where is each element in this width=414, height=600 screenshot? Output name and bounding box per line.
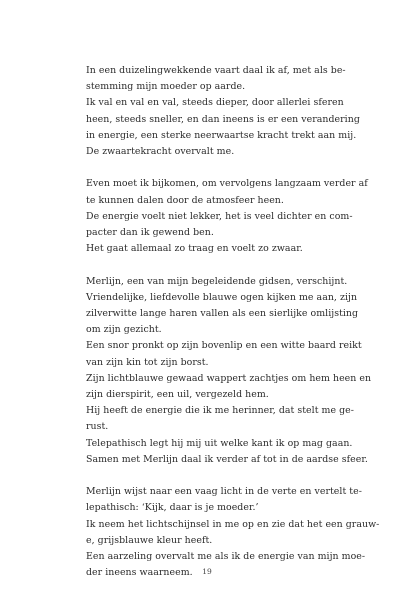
text-line: Ik val en val en val, steeds dieper, door allerlei sferen <box>86 97 344 109</box>
text-line: Vriendelijke, liefdevolle blauwe ogen kijken me aan, zijn <box>86 291 358 303</box>
body-text <box>86 63 380 598</box>
text-line: der ineens waarneem. <box>86 567 193 579</box>
text-line: Samen met Merlijn daal ik verder af tot in de aardse sfeer. <box>86 453 368 465</box>
text-line: Telepathisch legt hij mij uit welke kant ik op mag gaan. <box>86 437 353 449</box>
text-line: In een duizelingwekkende vaart daal ik af, met als be- <box>86 65 346 76</box>
text-line: Hij heeft de energie die ik me herinner, dat stelt me ge- <box>86 405 354 417</box>
text-line: van zijn kin tot zijn borst. <box>86 356 209 368</box>
text-line: Merlijn wijst naar een vaag licht in de verte en vertelt te- <box>86 486 362 498</box>
text-line: lepathisch: ‘Kijk, daar is je moeder.’ <box>86 502 259 514</box>
text-line: Een snor pronkt op zijn bovenlip en een witte baard reikt <box>86 340 362 352</box>
text-line: Merlijn, een van mijn begeleidende gidsen, verschijnt. <box>86 275 348 287</box>
text-line: Een aarzeling overvalt me als ik de energie van mijn moe- <box>86 551 366 563</box>
text-line: De energie voelt niet lekker, het is veel dichter en com- <box>86 210 353 222</box>
text-line: Zijn lichtblauwe gewaad wappert zachtjes om hem heen en <box>86 372 372 384</box>
paragraph-1 <box>86 63 360 160</box>
paragraph-3 <box>86 274 372 468</box>
text-line: om zijn gezicht. <box>86 324 162 336</box>
text-line: zilverwitte lange haren vallen als een sierlijke omlijsting <box>86 308 359 320</box>
text-line: Het gaat allemaal zo traag en voelt zo zwaar. <box>86 243 303 255</box>
text-line: heen, steeds sneller, en dan ineens is er een verandering <box>86 113 360 125</box>
text-line: te kunnen dalen door de atmosfeer heen. <box>86 194 284 206</box>
text-line: Even moet ik bijkomen, om vervolgens langzaam verder af <box>86 178 368 190</box>
text-line: stemming mijn moeder op aarde. <box>86 81 246 93</box>
page-number: 19 <box>202 567 212 576</box>
text-line: rust. <box>86 421 109 433</box>
text-line: Ik neem het lichtschijnsel in me op en zie dat het een grauw- <box>86 518 380 530</box>
paragraph-2 <box>86 176 368 257</box>
text-line: De zwaartekracht overvalt me. <box>86 146 235 158</box>
text-line: pacter dan ik gewend ben. <box>86 227 214 239</box>
text-line: e, grijsblauwe kleur heeft. <box>86 534 213 546</box>
text-line: zijn dierspirit, een uil, vergezeld hem. <box>86 389 269 401</box>
text-line: in energie, een sterke neerwaartse kracht trekt aan mij. <box>86 129 357 141</box>
